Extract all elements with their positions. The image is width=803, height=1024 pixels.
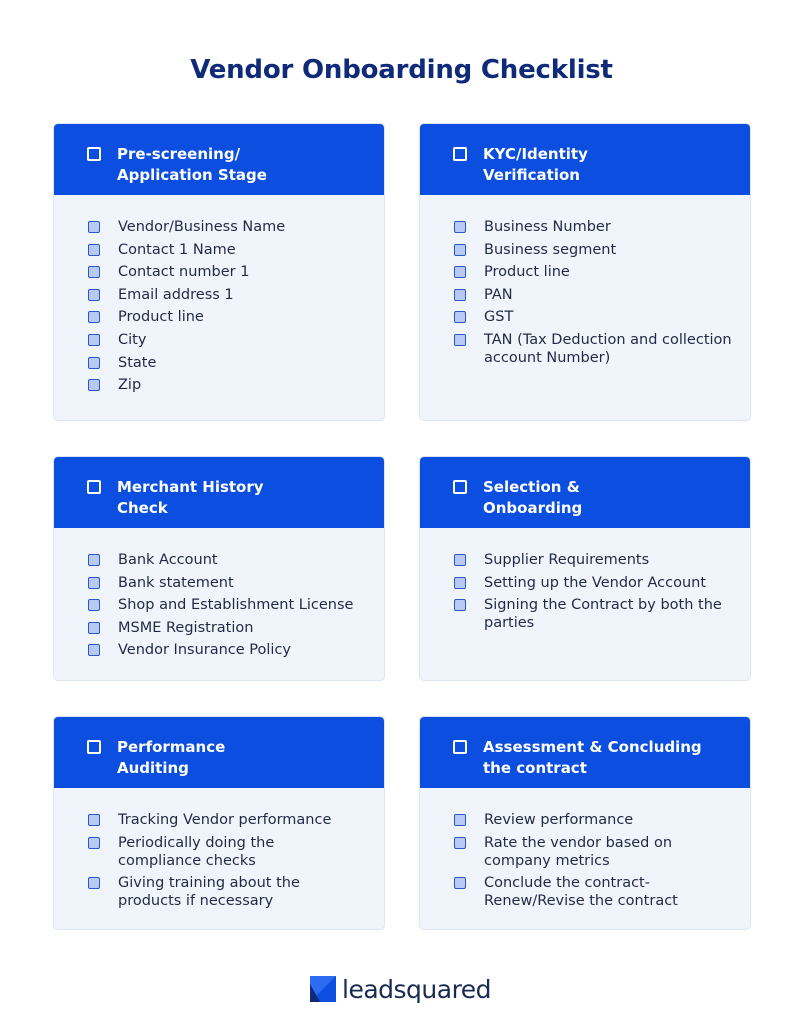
checklist-item-label: Rate the vendor based on company metrics bbox=[484, 834, 673, 869]
leadsquared-logo-icon bbox=[310, 976, 336, 1002]
checkbox-icon[interactable] bbox=[88, 379, 100, 391]
checklist bbox=[54, 788, 384, 910]
checklist-item-label: TAN (Tax Deduction and collection account Number) bbox=[484, 331, 732, 366]
card-pre-screening bbox=[53, 123, 385, 421]
checklist-item bbox=[88, 874, 384, 910]
card-assessment-concluding bbox=[419, 716, 751, 930]
checklist-item bbox=[88, 641, 384, 659]
logo-wordmark: leadsquared bbox=[342, 974, 492, 1004]
checklist-item-label: Supplier Requirements bbox=[484, 552, 650, 568]
checklist-item bbox=[88, 331, 384, 349]
checklist-item-label: Vendor Insurance Policy bbox=[118, 642, 292, 659]
checklist-item-label: Email address 1 bbox=[118, 286, 234, 303]
checklist-item bbox=[88, 596, 384, 614]
checklist-item bbox=[88, 574, 384, 592]
card-title: Selection & Onboarding bbox=[483, 478, 583, 517]
checklist-item-label: Signing the Contract by both the parties bbox=[484, 597, 722, 632]
checkbox-icon[interactable] bbox=[454, 244, 466, 256]
checklist-item-label: PAN bbox=[484, 286, 513, 303]
checklist-item-label: Zip bbox=[118, 377, 142, 394]
page-title: Vendor Onboarding Checklist bbox=[190, 55, 613, 85]
card-title: KYC/Identity Verification bbox=[483, 145, 588, 184]
card-header bbox=[420, 124, 750, 195]
checkbox-icon[interactable] bbox=[88, 599, 100, 611]
card-header bbox=[54, 124, 384, 195]
checkbox-icon[interactable] bbox=[454, 289, 466, 301]
checkbox-icon[interactable] bbox=[454, 334, 466, 346]
card-title: Performance Auditing bbox=[117, 738, 226, 777]
header-checkbox-icon[interactable] bbox=[87, 740, 101, 754]
card-merchant-history bbox=[53, 456, 385, 681]
leadsquared-logo bbox=[310, 972, 491, 1006]
checklist-item bbox=[454, 308, 750, 326]
card-title: Merchant History Check bbox=[117, 478, 264, 517]
checklist-item bbox=[88, 811, 384, 829]
checklist bbox=[420, 788, 750, 910]
checklist bbox=[420, 528, 750, 632]
checklist-item bbox=[454, 596, 750, 632]
checklist-item bbox=[88, 286, 384, 304]
checklist-item bbox=[454, 811, 750, 829]
checklist-item bbox=[454, 241, 750, 259]
checkbox-icon[interactable] bbox=[88, 221, 100, 233]
header-checkbox-icon[interactable] bbox=[453, 740, 467, 754]
checkbox-icon[interactable] bbox=[88, 311, 100, 323]
checklist-item-label: GST bbox=[484, 309, 514, 326]
header-checkbox-icon[interactable] bbox=[87, 480, 101, 494]
card-header bbox=[420, 457, 750, 528]
checkbox-icon[interactable] bbox=[454, 221, 466, 233]
checklist-item-label: Business segment bbox=[484, 241, 617, 258]
checklist-item bbox=[454, 834, 750, 870]
checkbox-icon[interactable] bbox=[454, 311, 466, 323]
checklist-item bbox=[454, 574, 750, 592]
checkbox-icon[interactable] bbox=[454, 554, 466, 566]
checklist-item bbox=[88, 376, 384, 394]
checklist-item bbox=[88, 551, 384, 569]
checklist-item bbox=[454, 263, 750, 281]
card-title: Pre-screening/ Application Stage bbox=[117, 145, 267, 184]
header-checkbox-icon[interactable] bbox=[453, 147, 467, 161]
checklist-item bbox=[88, 241, 384, 259]
card-header bbox=[54, 717, 384, 788]
checkbox-icon[interactable] bbox=[88, 334, 100, 346]
checkbox-icon[interactable] bbox=[454, 599, 466, 611]
checkbox-icon[interactable] bbox=[88, 244, 100, 256]
checklist-item bbox=[454, 286, 750, 304]
checklist-item bbox=[88, 308, 384, 326]
checkbox-icon[interactable] bbox=[88, 554, 100, 566]
checklist-item-label: Tracking Vendor performance bbox=[118, 812, 332, 828]
checklist-item bbox=[454, 874, 750, 910]
checklist-item-label: Bank Account bbox=[118, 552, 218, 568]
checkbox-icon[interactable] bbox=[88, 266, 100, 278]
checklist-item-label: MSME Registration bbox=[118, 619, 254, 636]
checklist-item-label: Setting up the Vendor Account bbox=[484, 574, 707, 591]
checklist bbox=[54, 528, 384, 659]
checkbox-icon[interactable] bbox=[88, 289, 100, 301]
checklist bbox=[54, 195, 384, 394]
checklist-item-label: Conclude the contract- Renew/Revise the contract bbox=[484, 875, 678, 910]
card-header bbox=[420, 717, 750, 788]
checklist-item bbox=[454, 218, 750, 236]
card-header bbox=[54, 457, 384, 528]
checkbox-icon[interactable] bbox=[454, 877, 466, 889]
checkbox-icon[interactable] bbox=[88, 644, 100, 656]
checkbox-icon[interactable] bbox=[454, 837, 466, 849]
checklist-item-label: Shop and Establishment License bbox=[118, 597, 354, 614]
checkbox-icon[interactable] bbox=[88, 877, 100, 889]
card-title: Assessment & Concluding the contract bbox=[483, 738, 702, 777]
checklist-item-label: Product line bbox=[484, 264, 570, 281]
checkbox-icon[interactable] bbox=[88, 577, 100, 589]
checkbox-icon[interactable] bbox=[88, 814, 100, 826]
checklist-item-label: Product line bbox=[118, 309, 204, 326]
checklist-item-label: Contact 1 Name bbox=[118, 241, 236, 258]
checklist-item-label: Vendor/Business Name bbox=[118, 219, 286, 235]
card-kyc-verification bbox=[419, 123, 751, 421]
checklist-item bbox=[454, 331, 750, 367]
checklist-item-label: Bank statement bbox=[118, 574, 234, 591]
checkbox-icon[interactable] bbox=[88, 837, 100, 849]
checkbox-icon[interactable] bbox=[454, 266, 466, 278]
checklist-item-label: City bbox=[118, 331, 147, 348]
checklist-item-label: Business Number bbox=[484, 219, 611, 235]
checkbox-icon[interactable] bbox=[454, 814, 466, 826]
checklist bbox=[420, 195, 750, 367]
checklist-item-label: Contact number 1 bbox=[118, 264, 250, 281]
checklist-item bbox=[88, 619, 384, 637]
checklist-item bbox=[88, 354, 384, 372]
checklist-item-label: State bbox=[118, 354, 157, 371]
card-selection-onboarding bbox=[419, 456, 751, 681]
checklist-item-label: Review performance bbox=[484, 812, 634, 828]
header-checkbox-icon[interactable] bbox=[453, 480, 467, 494]
checklist-item bbox=[88, 834, 384, 870]
card-performance-auditing bbox=[53, 716, 385, 930]
checklist-item bbox=[88, 263, 384, 281]
checkbox-icon[interactable] bbox=[88, 357, 100, 369]
checklist-item-label: Giving training about the products if necessary bbox=[118, 875, 300, 910]
header-checkbox-icon[interactable] bbox=[87, 147, 101, 161]
checklist-item bbox=[454, 551, 750, 569]
checkbox-icon[interactable] bbox=[454, 577, 466, 589]
checkbox-icon[interactable] bbox=[88, 622, 100, 634]
checklist-item bbox=[88, 218, 384, 236]
checklist-item-label: Periodically doing the compliance checks bbox=[118, 834, 275, 869]
